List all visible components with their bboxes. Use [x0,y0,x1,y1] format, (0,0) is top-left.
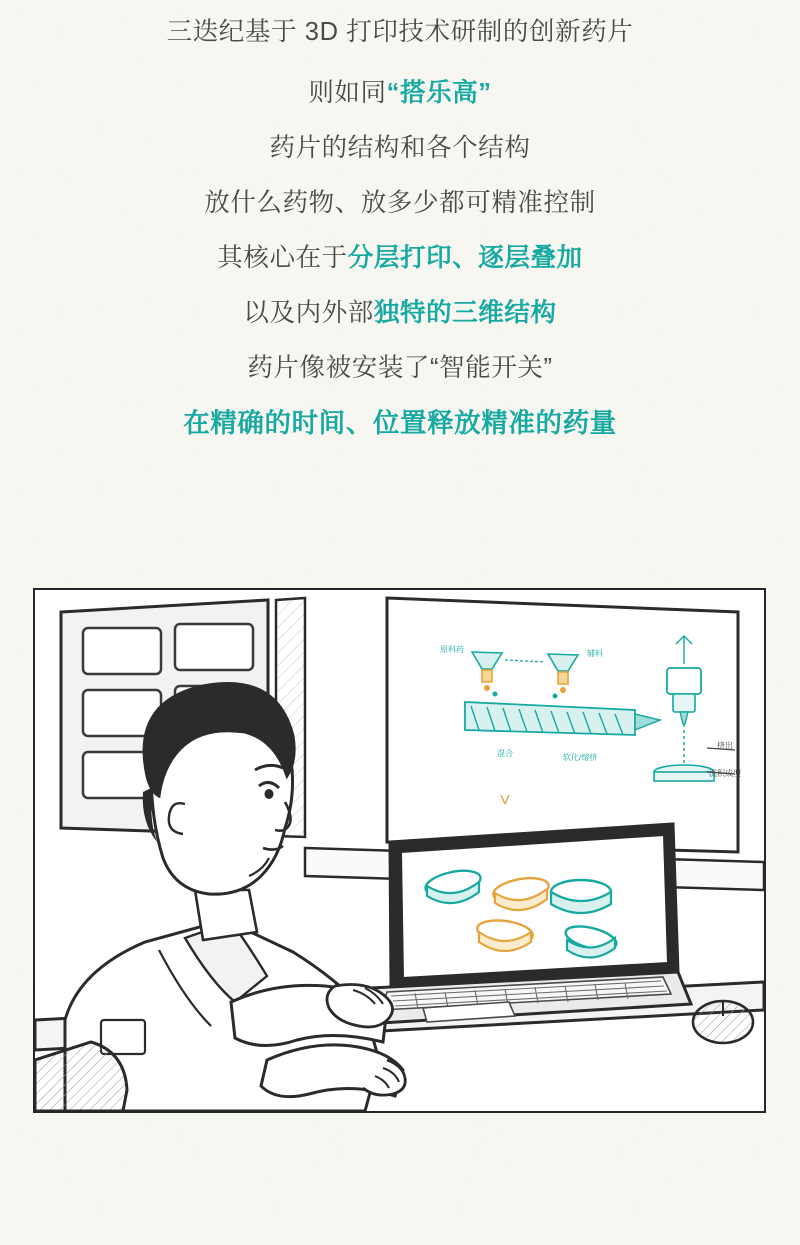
text-line-2 [0,79,800,107]
illustration-svg [35,590,764,1111]
diagram-label-mixing: 混合 [497,749,513,758]
text-line-1 [0,18,800,46]
line-6-highlight-teal: 独特的三维结构 [373,299,557,328]
line-1-segment-1: 三迭纪基于 3D 打印技术研制的创新药片 [166,18,634,46]
line-2-segment-1: 则如同 [308,79,387,108]
line-4-segment-1: 放什么药物、放多少都可精准控制 [204,189,596,218]
line-5-segment-1: 其核心在于 [217,244,348,273]
laptop [365,824,691,1024]
tablet-3 [551,880,611,913]
diagram-label-extrude: 挤出 [717,741,733,750]
diagram-label-excipient: 辅料 [587,649,603,658]
text-line-6 [0,299,800,327]
diagram-label-deposit: 沉积成型 [709,769,741,778]
text-line-5 [0,244,800,272]
line-2-highlight-teal: “搭乐高” [386,79,492,108]
text-block [0,0,800,438]
text-line-4 [0,189,800,217]
line-5-highlight-teal: 分层打印、逐层叠加 [347,244,583,273]
mouse [693,1001,753,1043]
diagram-label-raw-material: 原料药 [440,645,464,654]
text-line-7 [0,354,800,382]
line-7-segment-1: 药片像被安装了“智能开关” [247,354,553,383]
diagram-label-softening: 软化/熔挤 [563,753,598,762]
wall-monitor-right [387,598,741,852]
text-line-8 [0,409,800,438]
line-8-segment-1: 在精确的时间、位置释放精准的药量 [183,408,617,439]
text-line-3 [0,134,800,162]
line-3-segment-1: 药片的结构和各个结构 [269,134,531,163]
illustration-panel [33,588,766,1113]
line-6-segment-1: 以及内外部 [243,299,374,328]
